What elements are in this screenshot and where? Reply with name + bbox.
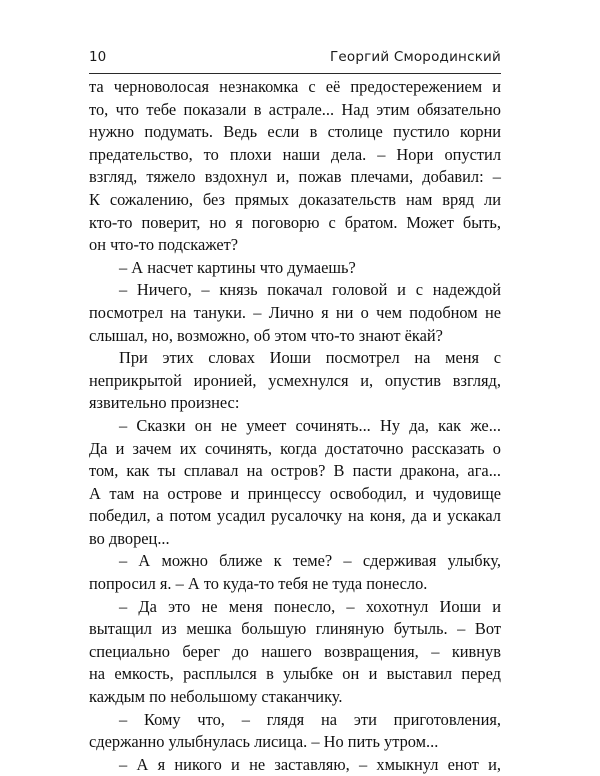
text-line: то, что тебе показали в астрале... Над этим обязательно bbox=[89, 99, 501, 119]
body-text bbox=[89, 76, 501, 776]
text-line: он что-то подскажет? bbox=[89, 235, 239, 255]
text-line: посмотрел на тануки. – Лично я ни о чем подобном не bbox=[89, 302, 501, 322]
text-line: победил, а потом усадил русалочку на коня, да и ускакал bbox=[89, 506, 501, 526]
text-line: предательство, то плохи наши дела. – Нори опустил bbox=[89, 144, 501, 164]
text-line: язвительно произнес: bbox=[89, 393, 240, 413]
text-line: К сожалению, без прямых доказательств нам вряд ли bbox=[89, 189, 501, 209]
text-line: – А можно ближе к теме? – сдерживая улыбку, bbox=[119, 551, 501, 571]
text-line: – Кому что, – глядя на эти приготовления, bbox=[119, 709, 501, 729]
text-line: взгляд, тяжело вздохнул и, пожав плечами, добавил: – bbox=[89, 167, 501, 187]
text-line: слышал, но, возможно, об этом что-то знают ёкай? bbox=[89, 325, 443, 345]
text-line: нужно подумать. Ведь если в столице пустило корни bbox=[89, 122, 501, 142]
text-line: каждым по небольшому стаканчику. bbox=[89, 687, 343, 707]
text-line: на емкость, расплылся в улыбке он и выставил перед bbox=[89, 664, 501, 684]
text-line: вытащил из мешка большую глиняную бутыль. – Вот bbox=[89, 619, 501, 639]
running-head bbox=[89, 47, 501, 69]
text-line: специально берег до нашего возвращения, – кивнув bbox=[89, 641, 501, 661]
text-line: – Ничего, – князь покачал головой и с надеждой bbox=[119, 280, 501, 300]
text-line: – Да это не меня понесло, – хохотнул Иоши и bbox=[119, 596, 501, 616]
text-line: во дворец... bbox=[89, 528, 170, 548]
text-line: – Сказки он не умеет сочинять... Ну да, как же... bbox=[119, 415, 501, 435]
text-line: А там на острове и принцессу освободил, и чудовище bbox=[89, 483, 501, 503]
author-name: Георгий Смородинский bbox=[329, 49, 501, 65]
text-line: сдержанно улыбнулась лисица. – Но пить утром... bbox=[89, 732, 439, 752]
text-line: та черноволосая незнакомка с её предостережением и bbox=[89, 77, 501, 96]
header-rule bbox=[89, 73, 501, 74]
text-line: неприкрытой иронией, усмехнулся и, опустив взгляд, bbox=[89, 370, 501, 390]
text-line: При этих словах Иоши посмотрел на меня с bbox=[119, 348, 501, 368]
text-line: том, как ты сплавал на остров? В пасти дракона, ага... bbox=[89, 461, 501, 481]
text-line: попросил я. – А то куда-то тебя не туда понесло. bbox=[89, 574, 428, 594]
text-line: – А я никого и не заставляю, – хмыкнул енот и, bbox=[119, 754, 501, 774]
text-line: Да и зачем их сочинять, когда достаточно рассказать о bbox=[89, 438, 501, 458]
page-number: 10 bbox=[89, 49, 107, 65]
text-line: кто-то поверит, но я поговорю с братом. Может быть, bbox=[89, 212, 501, 232]
text-line: – А насчет картины что думаешь? bbox=[119, 257, 356, 277]
